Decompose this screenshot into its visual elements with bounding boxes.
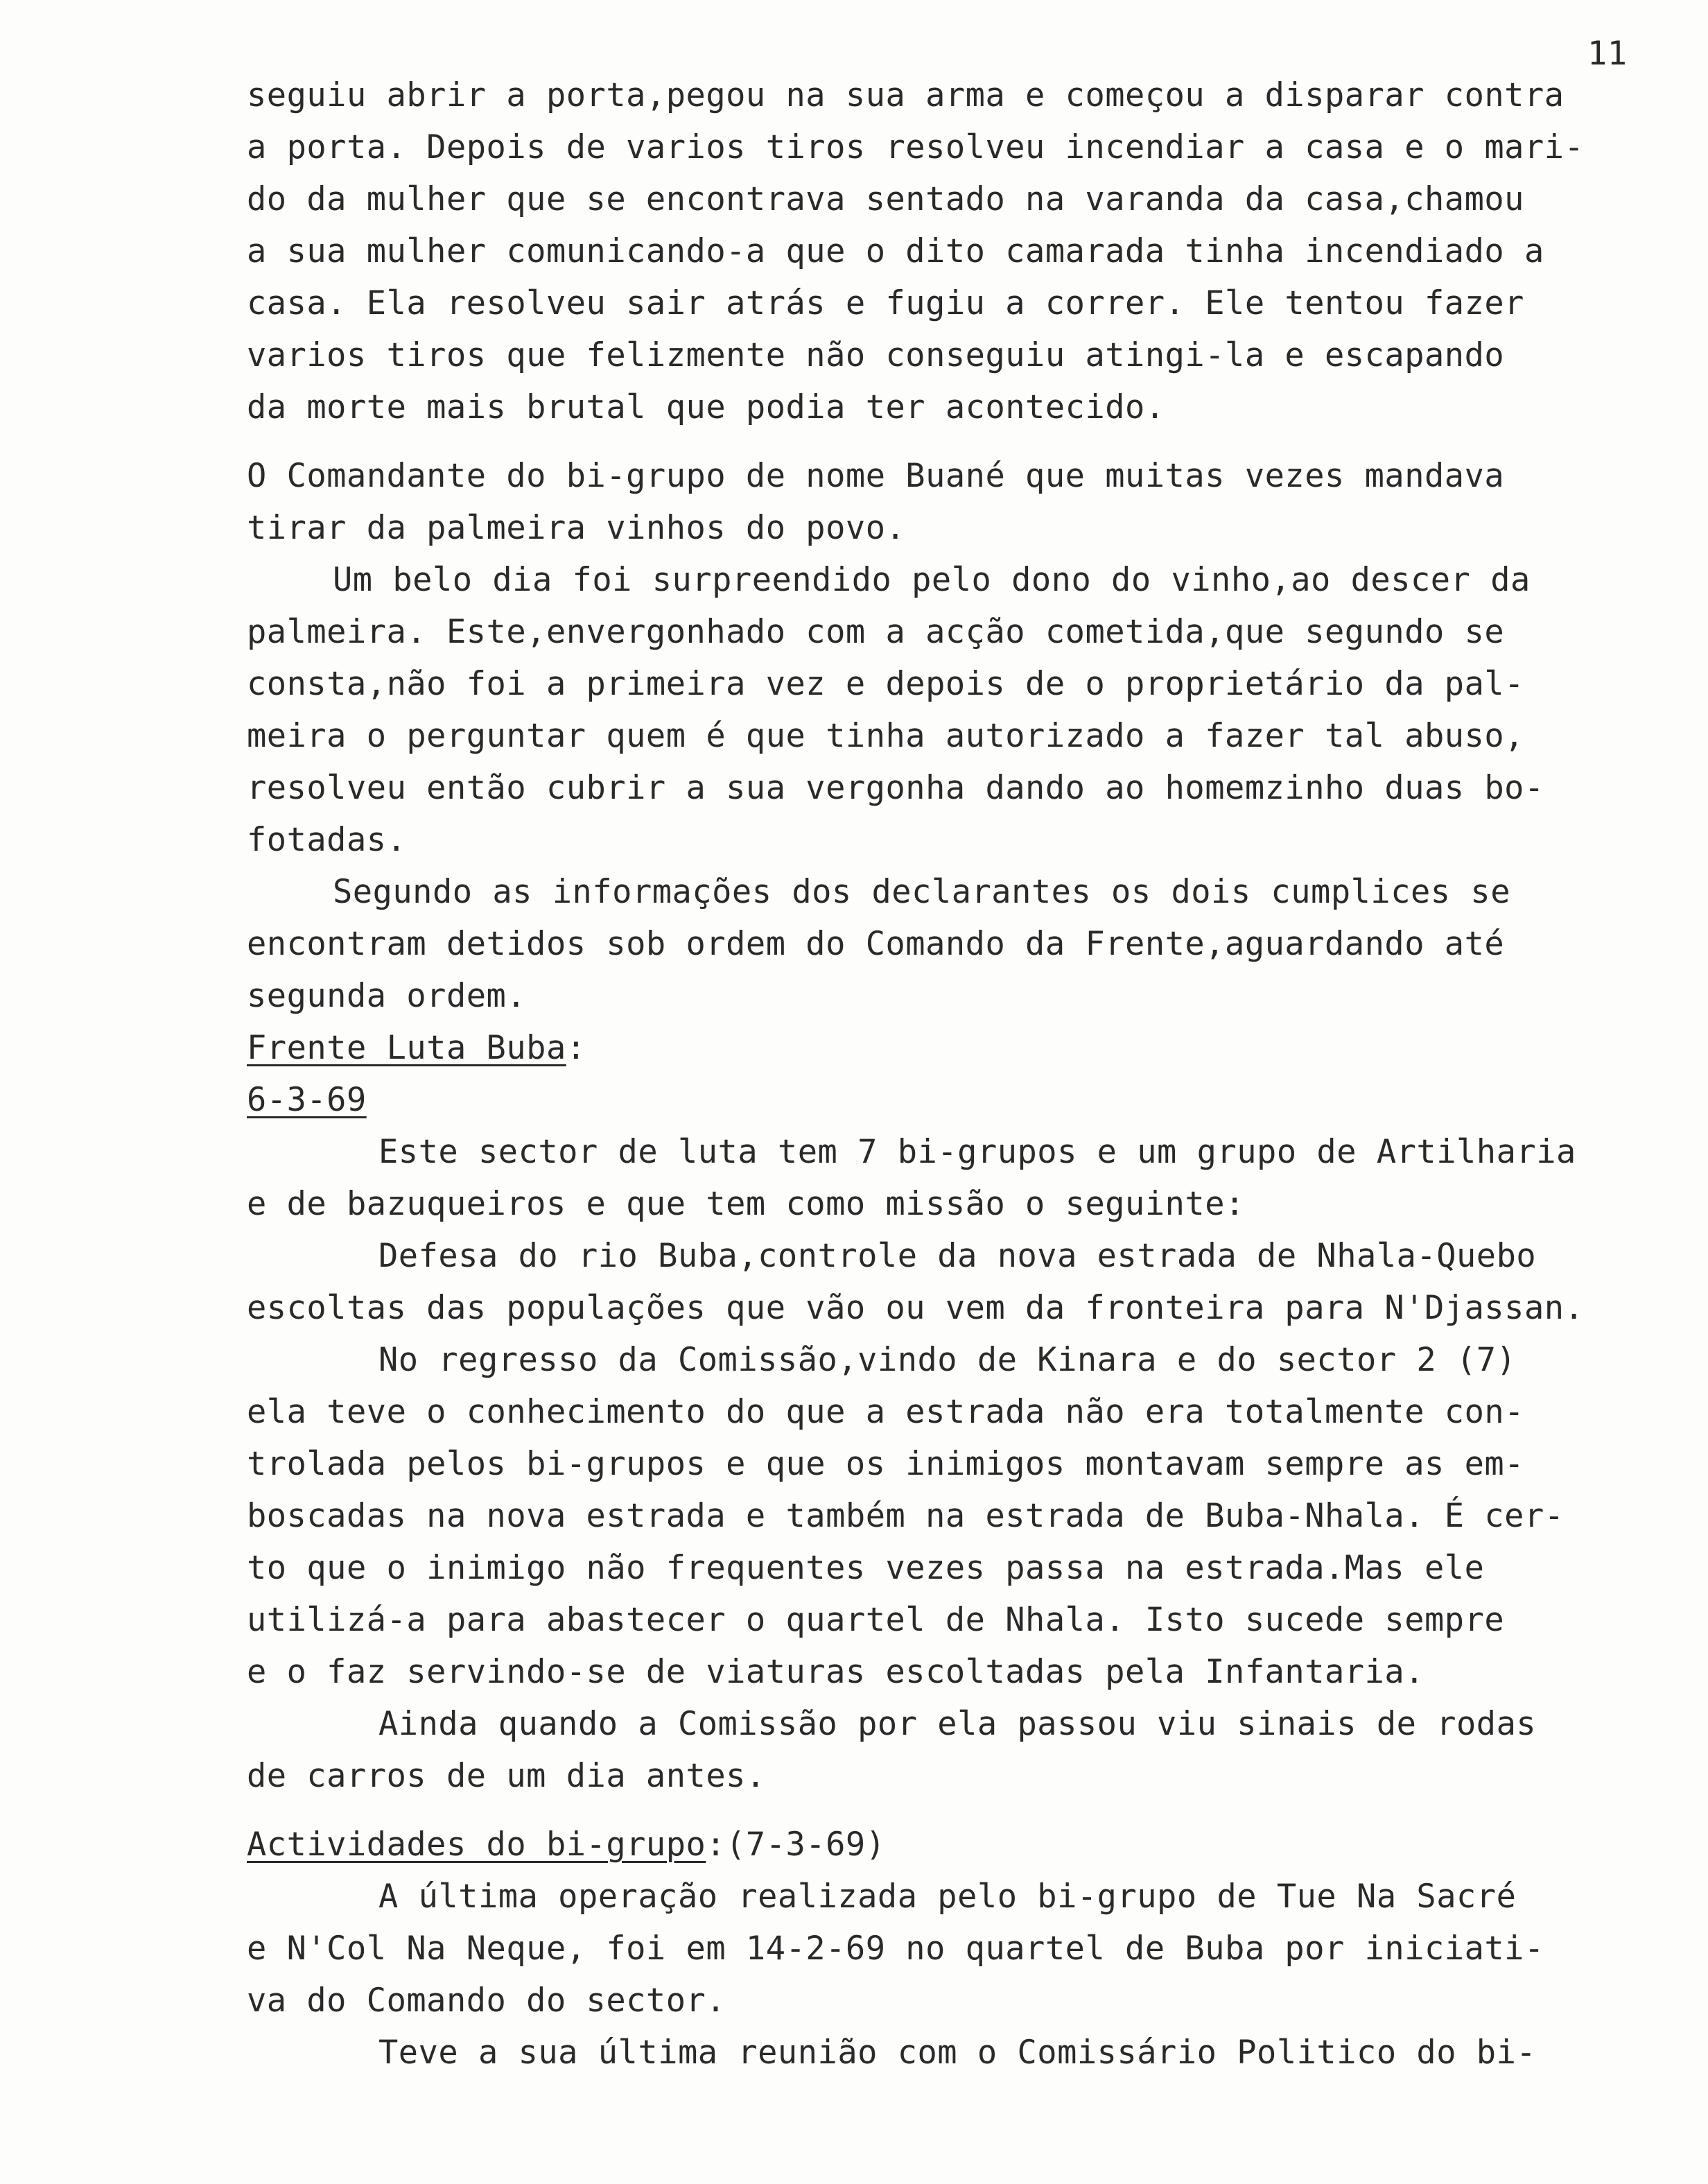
text-line: boscadas na nova estrada e também na estrada de Buba-Nhala. É cer- — [247, 1497, 1565, 1535]
text-line: Este sector de luta tem 7 bi-grupos e um grupo de Artilharia — [378, 1133, 1576, 1171]
heading-underlined-text: Frente Luta Buba — [247, 1029, 566, 1067]
text-line: encontram detidos sob ordem do Comando da Frente,aguardando até — [247, 925, 1505, 963]
text-line: e de bazuqueiros e que tem como missão o seguinte: — [247, 1185, 1245, 1223]
text-line: a sua mulher comunicando-a que o dito camarada tinha incendiado a — [247, 232, 1544, 270]
text-line: consta,não foi a primeira vez e depois de o proprietário da pal- — [247, 665, 1524, 703]
text-line: ela teve o conhecimento do que a estrada não era totalmente con- — [247, 1393, 1524, 1431]
text-line: Segundo as informações dos declarantes os dois cumplices se — [333, 873, 1510, 911]
text-line: trolada pelos bi-grupos e que os inimigos montavam sempre as em- — [247, 1445, 1524, 1483]
text-line: A última operação realizada pelo bi-grupo de Tue Na Sacré — [378, 1878, 1517, 1916]
text-line: meira o perguntar quem é que tinha autorizado a fazer tal abuso, — [247, 717, 1524, 755]
section-date: 6-3-69 — [247, 1081, 367, 1119]
text-line: Um belo dia foi surpreendido pelo dono do vinho,ao descer da — [333, 561, 1531, 599]
text-line: fotadas. — [247, 821, 407, 859]
text-line: Defesa do rio Buba,controle da nova estrada de Nhala-Quebo — [378, 1237, 1537, 1275]
heading-underlined-text: Actividades do bi-grupo — [247, 1826, 706, 1864]
text-line: No regresso da Comissão,vindo de Kinara e do sector 2 (7) — [378, 1341, 1517, 1379]
section-heading-frente: Frente Luta Buba: — [247, 1029, 586, 1067]
text-line: do da mulher que se encontrava sentado na varanda da casa,chamou — [247, 180, 1524, 218]
text-line: palmeira. Este,envergonhado com a acção cometida,que segundo se — [247, 613, 1505, 651]
text-line: e N'Col Na Neque, foi em 14-2-69 no quartel de Buba por iniciati- — [247, 1930, 1544, 1968]
text-line: Ainda quando a Comissão por ela passou viu sinais de rodas — [378, 1705, 1537, 1743]
page-number: 11 — [1587, 35, 1628, 73]
section-heading-activities — [247, 1819, 1689, 1871]
text-line: a porta. Depois de varios tiros resolveu incendiar a casa e o mari- — [247, 128, 1585, 166]
text-line: resolveu então cubrir a sua vergonha dando ao homemzinho duas bo- — [247, 769, 1544, 807]
text-line: escoltas das populações que vão ou vem da fronteira para N'Djassan. — [247, 1289, 1585, 1327]
text-line: Teve a sua última reunião com o Comissário Politico do bi- — [378, 2034, 1537, 2072]
text-line: segunda ordem. — [247, 977, 527, 1015]
text-line: varios tiros que felizmente não conseguiu atingi-la e escapando — [247, 336, 1505, 374]
text-line: va do Comando do sector. — [247, 1982, 726, 2020]
text-line: casa. Ela resolveu sair atrás e fugiu a correr. Ele tentou fazer — [247, 284, 1524, 322]
text-line: O Comandante do bi-grupo de nome Buané que muitas vezes mandava — [247, 457, 1505, 495]
text-line: to que o inimigo não frequentes vezes passa na estrada.Mas ele — [247, 1549, 1485, 1587]
text-line: seguiu abrir a porta,pegou na sua arma e começou a disparar contra — [247, 76, 1565, 114]
text-line: e o faz servindo-se de viaturas escoltadas pela Infantaria. — [247, 1653, 1424, 1691]
body-text — [247, 69, 1689, 2079]
text-line: tirar da palmeira vinhos do povo. — [247, 509, 906, 547]
text-line: de carros de um dia antes. — [247, 1757, 766, 1795]
heading-date: :(7-3-69) — [706, 1826, 886, 1864]
text-line: da morte mais brutal que podia ter acontecido. — [247, 388, 1165, 426]
text-line: utilizá-a para abastecer o quartel de Nhala. Isto sucede sempre — [247, 1601, 1505, 1639]
